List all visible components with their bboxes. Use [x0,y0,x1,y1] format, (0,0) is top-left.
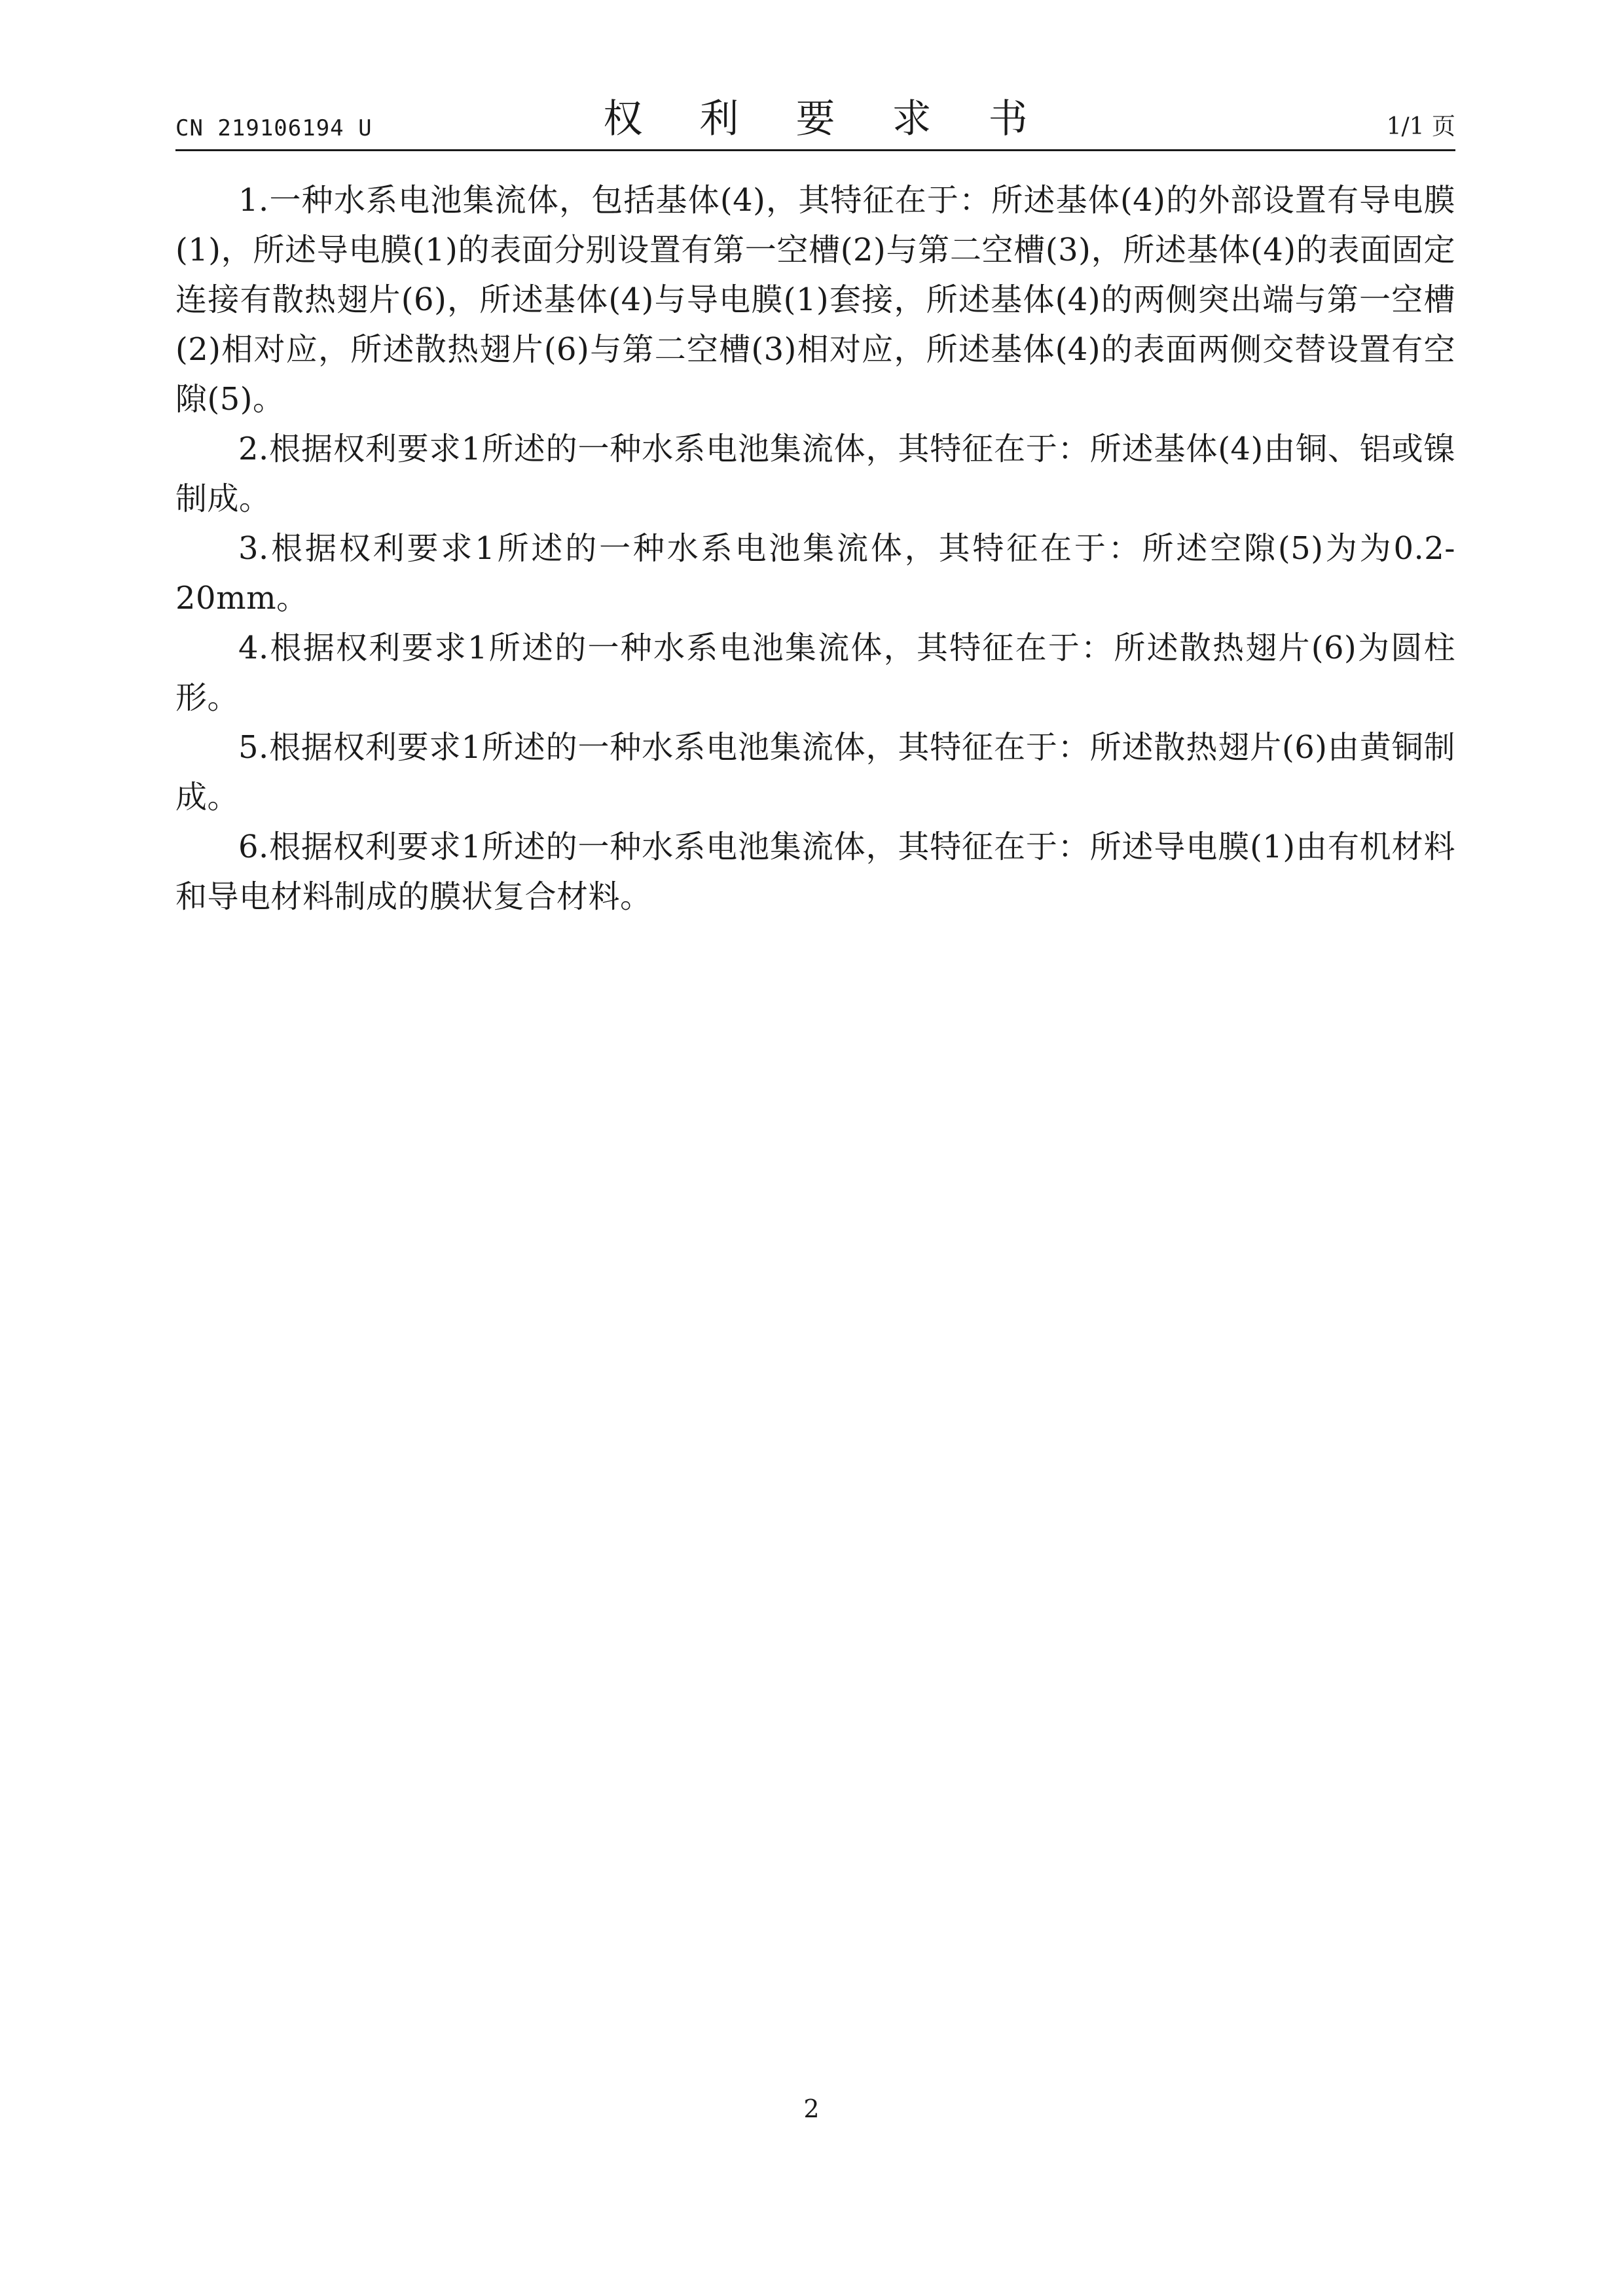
claim-5: 5.根据权利要求1所述的一种水系电池集流体，其特征在于：所述散热翅片(6)由黄铜制成。 [175,729,1455,816]
claims-section [175,175,1455,922]
header-divider [175,149,1455,151]
page-count-label: 1/1 页 [1386,113,1455,140]
page-header [175,98,1455,151]
document-title: 权 利 要 求 书 [603,96,1050,142]
claim-1: 1.一种水系电池集流体，包括基体(4)，其特征在于：所述基体(4)的外部设置有导电膜(1)，所述导电膜(1)的表面分别设置有第一空槽(2)与第二空槽(3)，所述基体(4)的表面固定连接有散热翅片(6)，所述基体(4)与导电膜(1)套接，所述基体(4)的两侧突出端与第一空槽(2)相对应，所述散热翅片(6)与第二空槽(3)相对应，所述基体(4)的表面两侧交替设置有空隙(5)。 [175,182,1455,418]
publication-number: CN 219106194 U [175,115,373,141]
claim-2: 2.根据权利要求1所述的一种水系电池集流体，其特征在于：所述基体(4)由铜、铝或镍制成。 [175,431,1455,517]
claim-3: 3.根据权利要求1所述的一种水系电池集流体，其特征在于：所述空隙(5)为为0.2-20mm。 [175,530,1455,617]
footer-page-number: 2 [803,2094,820,2123]
claim-4: 4.根据权利要求1所述的一种水系电池集流体，其特征在于：所述散热翅片(6)为圆柱形。 [175,630,1455,716]
claim-6: 6.根据权利要求1所述的一种水系电池集流体，其特征在于：所述导电膜(1)由有机材料和导电材料制成的膜状复合材料。 [175,829,1455,915]
